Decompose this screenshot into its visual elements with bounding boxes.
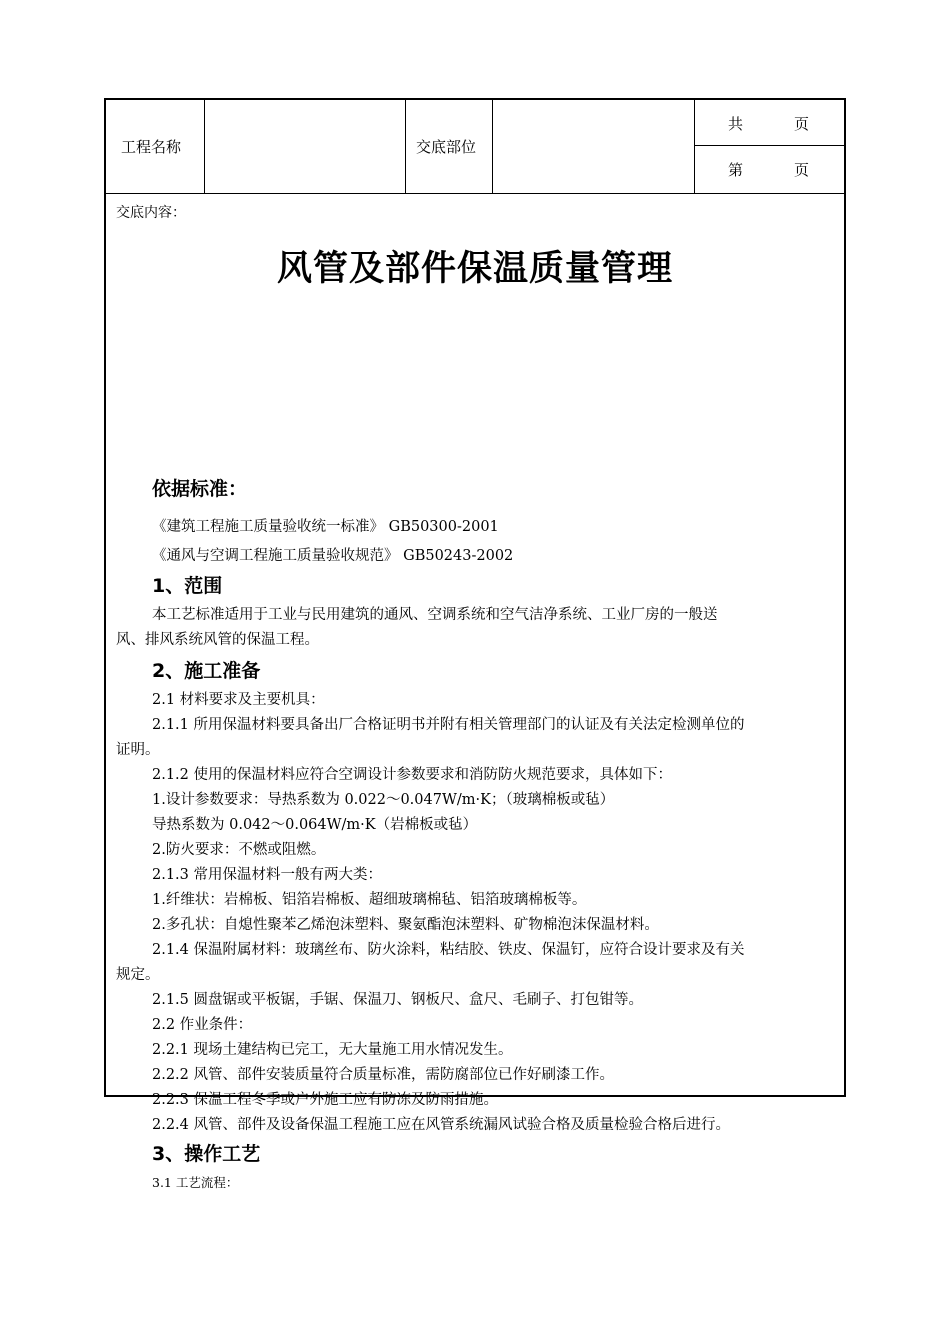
paragraph-line: 2.2.1 现场土建结构已完工，无大量施工用水情况发生。 xyxy=(152,1042,513,1058)
standard-item: 《建筑工程施工质量验收统一标准》 GB50300-2001 xyxy=(152,519,499,535)
paragraph-line: 2.1.1 所用保温材料要具备出厂合格证明书并附有相关管理部门的认证及有关法定检测单位的 xyxy=(152,717,745,733)
paragraph-line: 2.2 作业条件： xyxy=(152,1017,253,1033)
paragraph-line: 2.1.4 保温附属材料：玻璃丝布、防火涂料，粘结胶、铁皮、保温钉，应符合设计要求及有关 xyxy=(152,942,745,958)
handover-part-label: 交底部位 xyxy=(416,138,477,156)
paragraph-line: 规定。 xyxy=(116,967,160,983)
header-divider xyxy=(694,100,695,193)
total-pages-label: 页 xyxy=(794,115,810,133)
section-heading: 1、范围 xyxy=(152,575,223,597)
paragraph-line: 2.2.4 风管、部件及设备保温工程施工应在风管系统漏风试验合格及质量检验合格后进行。 xyxy=(152,1117,730,1133)
paragraph-line: 2.防火要求：不燃或阻燃。 xyxy=(152,842,326,858)
paragraph-line: 3.1 工艺流程： xyxy=(152,1175,239,1190)
paragraph-line: 2.1.2 使用的保温材料应符合空调设计参数要求和消防防火规范要求，具体如下： xyxy=(152,767,673,783)
handover-sheet xyxy=(104,98,846,1190)
project-name-label: 工程名称 xyxy=(121,138,182,156)
basis-heading: 依据标准： xyxy=(152,478,248,500)
paragraph-line: 证明。 xyxy=(116,742,160,758)
standard-item: 《通风与空调工程施工质量验收规范》 GB50243-2002 xyxy=(152,548,514,564)
section-heading: 2、施工准备 xyxy=(152,660,261,682)
paragraph-line: 导热系数为 0.042～0.064W/m·K（岩棉板或毡） xyxy=(152,817,478,833)
header-divider xyxy=(405,100,406,193)
paragraph-line: 2.1.3 常用保温材料一般有两大类： xyxy=(152,867,383,883)
paragraph-line: 2.2.2 风管、部件安装质量符合质量标准，需防腐部位已作好刷漆工作。 xyxy=(152,1067,615,1083)
paragraph-line: 2.多孔状：自熄性聚苯乙烯泡沫塑料、聚氨酯泡沫塑料、矿物棉泡沫保温材料。 xyxy=(152,917,659,933)
header-divider xyxy=(492,100,493,193)
section-heading: 3、操作工艺 xyxy=(152,1143,261,1165)
document-title: 风管及部件保温质量管理 xyxy=(276,248,673,289)
paragraph-line: 2.2.3 保温工程冬季或户外施工应有防冻及防雨措施。 xyxy=(152,1092,499,1108)
paragraph-line: 本工艺标准适用于工业与民用建筑的通风、空调系统和空气洁净系统、工业厂房的一般送 xyxy=(152,607,718,623)
page-label: 第 xyxy=(728,161,744,179)
page-pages-label: 页 xyxy=(794,161,810,179)
paragraph-line: 1.纤维状：岩棉板、铝箔岩棉板、超细玻璃棉毡、铝箔玻璃棉板等。 xyxy=(152,892,587,908)
paragraph-line: 风、排风系统风管的保温工程。 xyxy=(116,632,319,648)
paragraph-line: 2.1.5 圆盘锯或平板锯，手锯、保温刀、钢板尺、盒尺、毛刷子、打包钳等。 xyxy=(152,992,644,1008)
header-table xyxy=(106,100,844,194)
paragraph-line: 2.1 材料要求及主要机具： xyxy=(152,692,325,708)
paragraph-line: 1.设计参数要求：导热系数为 0.022～0.047W/m·K；（玻璃棉板或毡） xyxy=(152,792,615,808)
header-divider xyxy=(204,100,205,193)
header-divider xyxy=(694,145,844,146)
total-label: 共 xyxy=(728,115,744,133)
content-label: 交底内容： xyxy=(116,205,186,221)
